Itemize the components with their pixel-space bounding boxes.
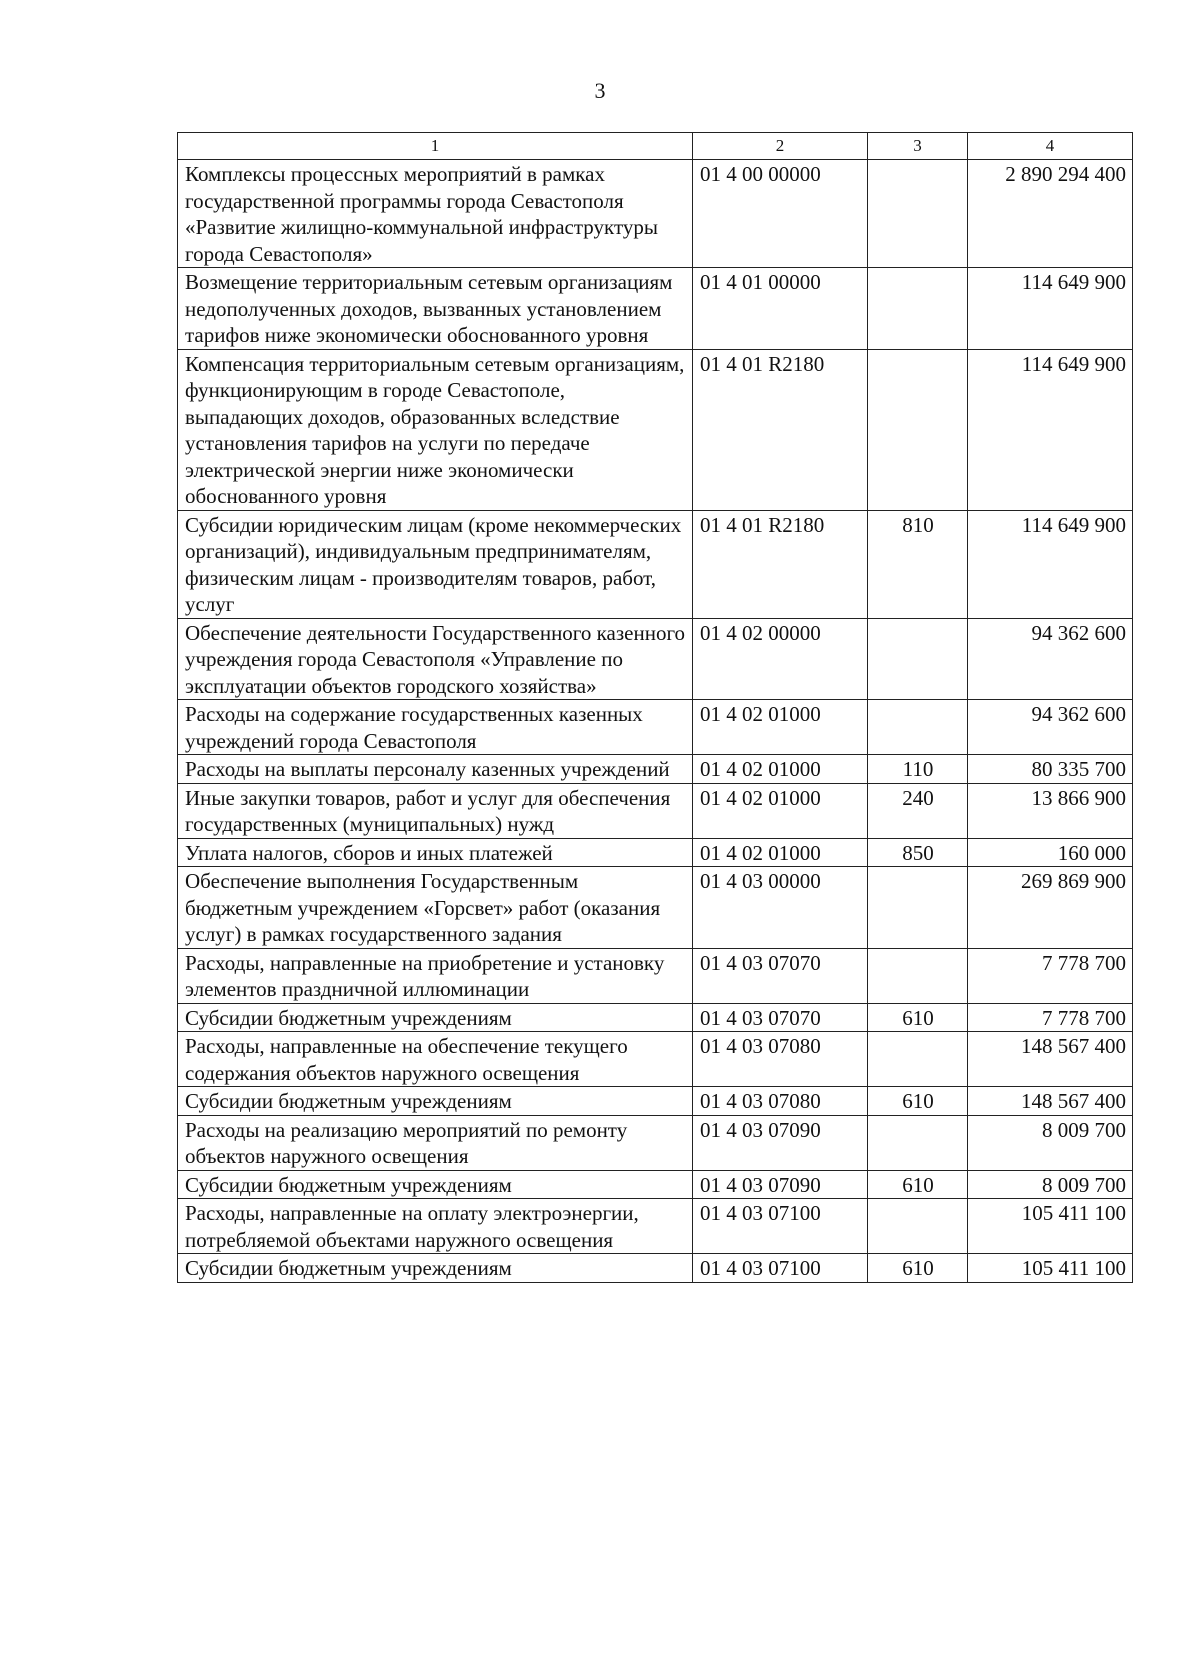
table-row [178, 268, 1133, 350]
row-name-cell: Расходы на реализацию мероприятий по ремонту объектов наружного освещения [178, 1115, 693, 1170]
row-amount-cell: 7 778 700 [968, 948, 1133, 1003]
row-amount-cell: 269 869 900 [968, 867, 1133, 949]
row-code-cell: 01 4 01 R2180 [693, 349, 868, 510]
row-amount-cell: 105 411 100 [968, 1199, 1133, 1254]
page-number: 3 [594, 78, 606, 103]
row-code-cell: 01 4 02 00000 [693, 618, 868, 700]
row-amount-cell: 8 009 700 [968, 1115, 1133, 1170]
row-code-cell: 01 4 03 07080 [693, 1032, 868, 1087]
row-code-cell: 01 4 03 00000 [693, 867, 868, 949]
table-row [178, 783, 1133, 838]
table-row [178, 867, 1133, 949]
row-amount-cell: 94 362 600 [968, 700, 1133, 755]
row-code-cell: 01 4 03 07090 [693, 1115, 868, 1170]
row-kind-cell [868, 1115, 968, 1170]
table-row [178, 1115, 1133, 1170]
table-row [178, 618, 1133, 700]
row-code-cell: 01 4 03 07070 [693, 1003, 868, 1032]
row-code-cell: 01 4 01 R2180 [693, 510, 868, 618]
table-header-row [178, 133, 1133, 160]
row-amount-cell: 94 362 600 [968, 618, 1133, 700]
row-code-cell: 01 4 03 07080 [693, 1087, 868, 1116]
row-name-cell: Субсидии бюджетным учреждениям [178, 1254, 693, 1283]
row-kind-cell: 240 [868, 783, 968, 838]
row-kind-cell [868, 867, 968, 949]
row-code-cell: 01 4 01 00000 [693, 268, 868, 350]
table-row [178, 1087, 1133, 1116]
table-row [178, 1254, 1133, 1283]
table-row [178, 160, 1133, 268]
row-kind-cell [868, 618, 968, 700]
table-row [178, 1032, 1133, 1087]
row-name-cell: Расходы на содержание государственных казенных учреждений города Севастополя [178, 700, 693, 755]
row-kind-cell [868, 948, 968, 1003]
row-amount-cell: 105 411 100 [968, 1254, 1133, 1283]
row-kind-cell [868, 700, 968, 755]
row-kind-cell: 810 [868, 510, 968, 618]
row-amount-cell: 13 866 900 [968, 783, 1133, 838]
row-kind-cell [868, 268, 968, 350]
row-amount-cell: 114 649 900 [968, 510, 1133, 618]
row-kind-cell [868, 160, 968, 268]
row-code-cell: 01 4 02 01000 [693, 755, 868, 784]
row-amount-cell: 2 890 294 400 [968, 160, 1133, 268]
row-code-cell: 01 4 03 07100 [693, 1254, 868, 1283]
row-amount-cell: 80 335 700 [968, 755, 1133, 784]
row-name-cell: Возмещение территориальным сетевым организациям недополученных доходов, вызванных установлением тарифов ниже экономически обоснованного уровня [178, 268, 693, 350]
row-name-cell: Субсидии бюджетным учреждениям [178, 1170, 693, 1199]
row-code-cell: 01 4 00 00000 [693, 160, 868, 268]
table-row [178, 349, 1133, 510]
table-row [178, 1003, 1133, 1032]
row-kind-cell: 110 [868, 755, 968, 784]
row-name-cell: Обеспечение деятельности Государственного казенного учреждения города Севастополя «Управление по эксплуатации объектов городского хозяйства» [178, 618, 693, 700]
row-name-cell: Расходы, направленные на обеспечение текущего содержания объектов наружного освещения [178, 1032, 693, 1087]
table-row [178, 1170, 1133, 1199]
row-kind-cell [868, 349, 968, 510]
budget-table [177, 132, 1133, 1283]
table-row [178, 1199, 1133, 1254]
row-amount-cell: 148 567 400 [968, 1032, 1133, 1087]
row-amount-cell: 7 778 700 [968, 1003, 1133, 1032]
row-kind-cell [868, 1199, 968, 1254]
row-code-cell: 01 4 03 07090 [693, 1170, 868, 1199]
row-name-cell: Субсидии бюджетным учреждениям [178, 1087, 693, 1116]
row-amount-cell: 8 009 700 [968, 1170, 1133, 1199]
row-kind-cell: 610 [868, 1254, 968, 1283]
column-header: 1 [178, 133, 693, 160]
row-name-cell: Компенсация территориальным сетевым организациям, функционирующим в городе Севастополе, выпадающих доходов, образованных вследствие установления тарифов на услуги по передаче электрической энергии ниже экономически обоснованного уровня [178, 349, 693, 510]
table-row [178, 755, 1133, 784]
row-amount-cell: 114 649 900 [968, 349, 1133, 510]
column-header: 2 [693, 133, 868, 160]
row-amount-cell: 148 567 400 [968, 1087, 1133, 1116]
row-name-cell: Расходы, направленные на приобретение и установку элементов праздничной иллюминации [178, 948, 693, 1003]
table-row [178, 948, 1133, 1003]
row-code-cell: 01 4 02 01000 [693, 838, 868, 867]
row-code-cell: 01 4 03 07100 [693, 1199, 868, 1254]
table-row [178, 510, 1133, 618]
row-kind-cell: 610 [868, 1170, 968, 1199]
column-header: 3 [868, 133, 968, 160]
row-code-cell: 01 4 02 01000 [693, 700, 868, 755]
row-kind-cell: 610 [868, 1087, 968, 1116]
table-row [178, 838, 1133, 867]
row-name-cell: Комплексы процессных мероприятий в рамках государственной программы города Севастополя «Развитие жилищно-коммунальной инфраструктуры города Севастополя» [178, 160, 693, 268]
row-name-cell: Расходы, направленные на оплату электроэнергии, потребляемой объектами наружного освещения [178, 1199, 693, 1254]
row-kind-cell: 850 [868, 838, 968, 867]
row-name-cell: Расходы на выплаты персоналу казенных учреждений [178, 755, 693, 784]
row-name-cell: Субсидии бюджетным учреждениям [178, 1003, 693, 1032]
row-kind-cell [868, 1032, 968, 1087]
row-name-cell: Обеспечение выполнения Государственным бюджетным учреждением «Горсвет» работ (оказания услуг) в рамках государственного задания [178, 867, 693, 949]
row-amount-cell: 160 000 [968, 838, 1133, 867]
row-name-cell: Уплата налогов, сборов и иных платежей [178, 838, 693, 867]
row-kind-cell: 610 [868, 1003, 968, 1032]
column-header: 4 [968, 133, 1133, 160]
table-row [178, 700, 1133, 755]
row-name-cell: Иные закупки товаров, работ и услуг для обеспечения государственных (муниципальных) нужд [178, 783, 693, 838]
row-name-cell: Субсидии юридическим лицам (кроме некоммерческих организаций), индивидуальным предпринимателям, физическим лицам - производителям товаров, работ, услуг [178, 510, 693, 618]
row-amount-cell: 114 649 900 [968, 268, 1133, 350]
row-code-cell: 01 4 02 01000 [693, 783, 868, 838]
row-code-cell: 01 4 03 07070 [693, 948, 868, 1003]
